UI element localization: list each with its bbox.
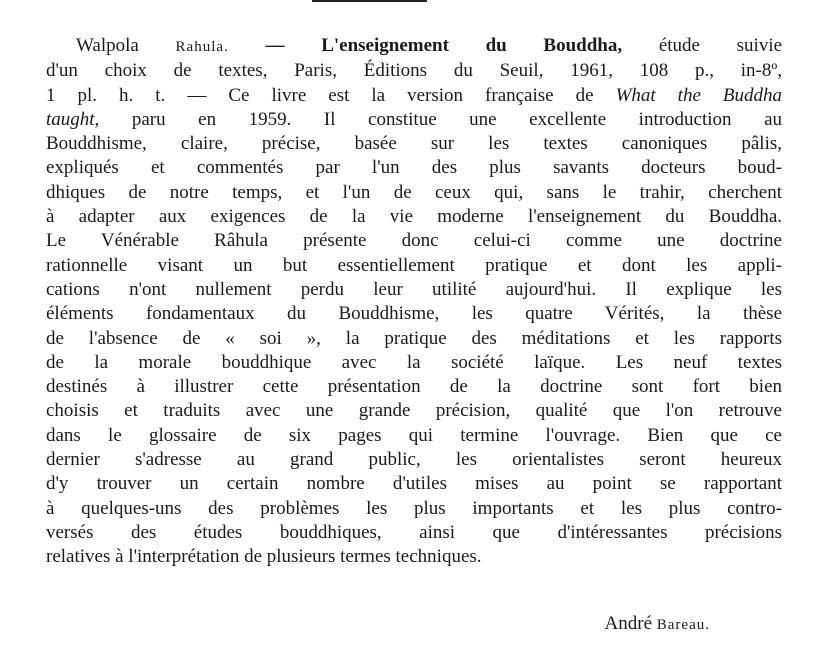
review-line-3 [46, 84, 782, 108]
review-line: rationnelle visant un but essentiellement pratique et dont les appli- [46, 254, 782, 276]
line4-rest: paru en 1959. Il constitue une excellente introduction au [131, 108, 783, 130]
line3-start: 1 pl. h. t. — Ce livre est la version française de [46, 84, 594, 106]
top-rule [312, 0, 427, 2]
review-line: dernier s'adresse au grand public, les orientalistes seront heureux [46, 449, 782, 471]
review-line: d'y trouver un certain nombre d'utiles mises au point se rapportant [46, 473, 782, 495]
title-dash: — [265, 35, 285, 56]
review-line: à adapter aux exigences de la vie moderne l'enseignement du Bouddha. [46, 206, 782, 228]
original-title-part1: What the Buddha [615, 84, 782, 106]
review-line-1 [46, 34, 782, 59]
review-line-2: d'un choix de textes, Paris, Éditions du Seuil, 1961, 108 p., in-8º, [46, 60, 782, 82]
review-line: versés des études bouddhiques, ainsi que d'intéressantes précisions [46, 521, 782, 543]
review-line: destinés à illustrer cette présentation de la doctrine sont fort bien [46, 376, 782, 398]
review-line: éléments fondamentaux du Bouddhisme, les quatre Vérités, la thèse [46, 303, 782, 325]
review-line-last: relatives à l'interprétation de plusieurs termes techniques. [46, 546, 482, 568]
original-title-part2: taught, [46, 108, 100, 130]
line1-rest: étude suivie [658, 35, 783, 56]
review-line-4 [46, 108, 782, 132]
review-line: expliqués et commentés par l'un des plus savants docteurs boud- [46, 157, 782, 179]
review-line: cations n'ont nullement perdu leur utilité aujourd'hui. Il explique les [46, 278, 782, 300]
book-review [46, 34, 782, 570]
review-line: choisis et traduits avec une grande précision, qualité que l'on retrouve [46, 400, 782, 422]
review-line: Bouddhisme, claire, précise, basée sur les textes canoniques pâlis, [46, 133, 782, 155]
review-line: à quelques-uns des problèmes les plus importants et les plus contro- [46, 497, 782, 519]
review-line: de l'absence de « soi », la pratique des méditations et les rapports [46, 327, 782, 349]
review-line: de la morale bouddhique avec la société laïque. Les neuf textes [46, 351, 782, 373]
book-title: L'enseignement du Bouddha, [321, 35, 623, 56]
review-line: dans le glossaire de six pages qui termine l'ouvrage. Bien que ce [46, 424, 782, 446]
review-line: Le Vénérable Râhula présente donc celui-ci comme une doctrine [46, 230, 782, 252]
signature-last-name: Bareau. [656, 617, 710, 633]
review-signature [605, 613, 710, 635]
author-first-name: Walpola [76, 35, 139, 56]
author-last-name: Rahula. [175, 39, 229, 55]
signature-first-name: André [604, 613, 653, 634]
review-line: dhiques de notre temps, et l'un de ceux qui, sans le trahir, cherchent [46, 181, 782, 203]
